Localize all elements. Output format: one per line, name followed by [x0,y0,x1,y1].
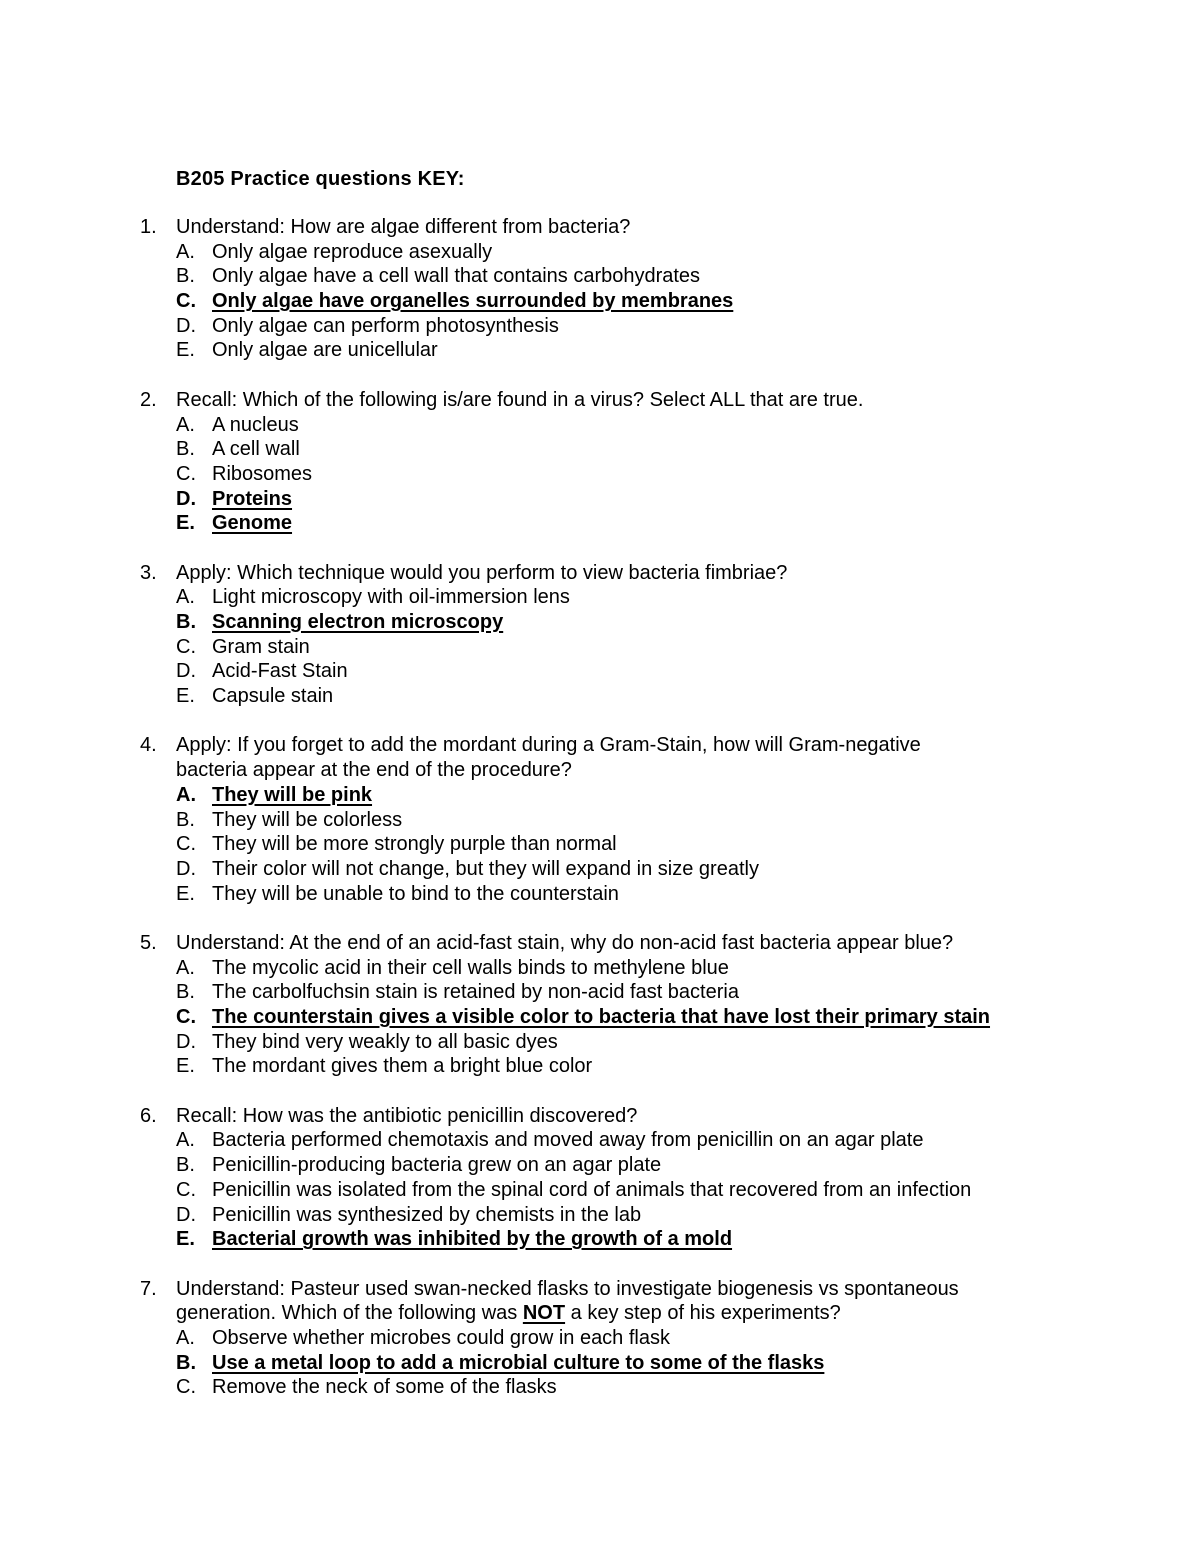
answer-option [0,956,1200,981]
answer-option [0,462,1200,487]
question-stem-line [0,561,1200,586]
question-text: Apply: If you forget to add the mordant during a Gram-Stain, how will Gram-negative [176,734,921,757]
option-letter: D. [176,314,196,337]
question-text: Apply: Which technique would you perform to view bacteria fimbriae? [176,561,788,584]
question-text: Understand: How are algae different from bacteria? [176,216,631,238]
option-text: Penicillin was isolated from the spinal cord of animals that recovered from an infection [212,1178,972,1201]
option-letter: E. [176,1055,195,1078]
question-stem-line [0,215,1200,240]
option-text: Light microscopy with oil-immersion lens [212,586,570,609]
answer-option-correct [0,511,1200,536]
option-letter: D. [176,487,196,510]
question-text-part: a key step of his experiments? [565,1302,841,1325]
answer-option-correct [0,1227,1200,1252]
question-stem-continuation [0,1301,1200,1326]
question-stem-line [0,1277,1200,1302]
answer-option [0,882,1200,907]
option-letter: E. [176,882,195,905]
option-letter: A. [176,956,195,979]
option-letter: D. [176,1030,196,1053]
answer-option [0,413,1200,438]
option-letter: E. [176,339,195,362]
option-letter: E. [176,512,195,535]
option-text: Acid-Fast Stain [212,660,348,683]
option-text: Only algae have organelles surrounded by membranes [212,290,734,313]
option-letter: A. [176,1129,195,1152]
question-text: Understand: At the end of an acid-fast stain, why do non-acid fast bacteria appear blue? [176,931,954,954]
question-item [0,733,1200,906]
question-number: 6. [140,1104,157,1127]
option-letter: D. [176,660,196,683]
question-stem-line [0,1104,1200,1129]
answer-option [0,857,1200,882]
option-letter: C. [176,290,196,313]
question-number: 3. [140,561,157,584]
answer-option [0,585,1200,610]
option-text: Only algae can perform photosynthesis [212,314,559,337]
option-text: The counterstain gives a visible color to bacteria that have lost their primary stain [212,1006,991,1028]
answer-option [0,980,1200,1005]
option-text: Genome [212,512,293,535]
question-text: bacteria appear at the end of the procedure? [176,759,572,782]
answer-option [0,437,1200,462]
answer-option [0,1178,1200,1203]
answer-option [0,808,1200,833]
option-text: A nucleus [212,413,299,436]
option-text: Use a metal loop to add a microbial culture to some of the flasks [212,1351,825,1374]
answer-option-correct [0,1005,1200,1030]
answer-option-correct [0,289,1200,314]
option-text: Remove the neck of some of the flasks [212,1376,557,1399]
option-letter: C. [176,1178,196,1201]
question-number: 1. [140,216,157,238]
option-letter: E. [176,1228,195,1251]
question-text [176,1301,841,1326]
answer-option [0,1326,1200,1351]
option-letter: E. [176,685,195,708]
option-letter: B. [176,981,195,1004]
answer-option-correct [0,1351,1200,1376]
answer-option [0,1153,1200,1178]
question-text: Recall: How was the antibiotic penicillin discovered? [176,1104,638,1127]
answer-option [0,240,1200,265]
answer-option [0,1203,1200,1228]
question-list [0,215,1200,1425]
option-text: Their color will not change, but they will expand in size greatly [212,857,759,880]
question-item [0,388,1200,536]
option-letter: C. [176,1376,196,1399]
option-text: Gram stain [212,635,310,658]
option-letter: B. [176,1154,195,1177]
option-text: Observe whether microbes could grow in each flask [212,1326,670,1349]
answer-option [0,1375,1200,1400]
option-letter: A. [176,413,195,436]
answer-option [0,635,1200,660]
option-letter: C. [176,1006,196,1028]
option-text: Penicillin was synthesized by chemists in the lab [212,1203,642,1226]
answer-option [0,264,1200,289]
option-letter: C. [176,833,196,856]
option-letter: B. [176,1351,196,1374]
option-text: They will be pink [212,783,373,806]
question-stem-line [0,931,1200,956]
answer-option [0,684,1200,709]
page-title: B205 Practice questions KEY: [176,168,465,190]
answer-option [0,1030,1200,1055]
option-text: The carbolfuchsin stain is retained by non-acid fast bacteria [212,981,739,1004]
option-letter: B. [176,438,195,461]
question-item [0,931,1200,1079]
option-text: Proteins [212,487,293,510]
question-text-part: generation. Which of the following was [176,1302,523,1325]
option-letter: C. [176,635,196,658]
option-text: The mordant gives them a bright blue color [212,1055,593,1078]
option-text: Penicillin-producing bacteria grew on an agar plate [212,1154,662,1177]
answer-option [0,659,1200,684]
option-letter: A. [176,783,196,806]
answer-option-correct [0,783,1200,808]
option-text: They will be unable to bind to the counterstain [212,882,619,905]
answer-option [0,1054,1200,1079]
option-text: They will be colorless [212,808,403,831]
question-number: 4. [140,734,157,757]
option-letter: A. [176,240,195,263]
question-stem-line [0,388,1200,413]
option-text: Only algae are unicellular [212,339,438,362]
answer-option [0,314,1200,339]
option-letter: B. [176,265,195,288]
option-text: Only algae have a cell wall that contains carbohydrates [212,265,701,288]
answer-option [0,338,1200,363]
question-stem-continuation [0,758,1200,783]
question-item [0,215,1200,363]
question-stem-line [0,733,1200,758]
option-letter: B. [176,808,195,831]
option-letter: D. [176,1203,196,1226]
question-text: Recall: Which of the following is/are found in a virus? Select ALL that are true. [176,388,864,411]
question-item [0,1277,1200,1400]
question-number: 5. [140,931,157,954]
option-text: Capsule stain [212,685,334,708]
answer-option-correct [0,610,1200,635]
question-number: 7. [140,1277,157,1300]
option-text: Ribosomes [212,462,313,485]
option-letter: A. [176,1326,195,1349]
option-letter: A. [176,586,195,609]
option-letter: D. [176,857,196,880]
option-text: Only algae reproduce asexually [212,240,493,263]
option-letter: C. [176,462,196,485]
option-letter: B. [176,611,196,633]
question-text: Understand: Pasteur used swan-necked flasks to investigate biogenesis vs spontaneous [176,1277,959,1300]
answer-option [0,1128,1200,1153]
question-item [0,1104,1200,1252]
option-text: Bacteria performed chemotaxis and moved away from penicillin on an agar plate [212,1129,924,1152]
answer-option [0,832,1200,857]
option-text: Bacterial growth was inhibited by the growth of a mold [212,1228,733,1251]
option-text: Scanning electron microscopy [212,611,504,633]
option-text: The mycolic acid in their cell walls binds to methylene blue [212,956,729,979]
question-item [0,561,1200,709]
answer-option-correct [0,487,1200,512]
option-text: They will be more strongly purple than normal [212,833,617,856]
question-number: 2. [140,388,157,411]
emphasized-word: NOT [522,1302,566,1325]
option-text: They bind very weakly to all basic dyes [212,1030,558,1053]
option-text: A cell wall [212,438,300,461]
